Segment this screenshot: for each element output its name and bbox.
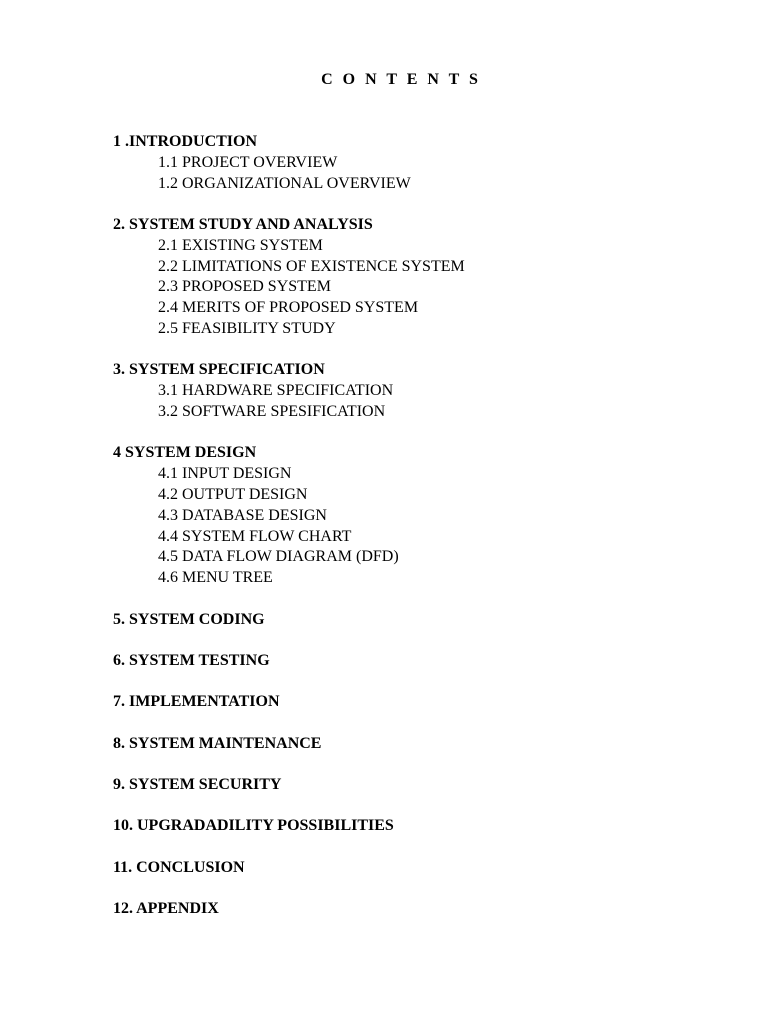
toc-subsection-item: 2.4 MERITS OF PROPOSED SYSTEM (158, 299, 419, 317)
toc-section-heading: 1 .INTRODUCTION (113, 133, 258, 150)
toc-section-heading: 9. SYSTEM SECURITY (113, 776, 282, 794)
page-title: C O N T E N T S (321, 71, 481, 88)
toc-subsection-item: 3.1 HARDWARE SPECIFICATION (158, 382, 394, 400)
toc-section-heading: 4 SYSTEM DESIGN (113, 444, 257, 462)
toc-section-heading: 7. IMPLEMENTATION (113, 693, 280, 711)
toc-subsection-item: 4.6 MENU TREE (158, 569, 273, 587)
toc-section (113, 360, 733, 422)
toc-section (113, 215, 733, 340)
toc-subsection-item: 4.1 INPUT DESIGN (158, 465, 292, 483)
toc-section (113, 899, 733, 920)
toc-subsection-item: 4.5 DATA FLOW DIAGRAM (DFD) (158, 548, 399, 566)
toc-subsection-item: 1.1 PROJECT OVERVIEW (158, 153, 338, 171)
toc-section-heading: 6. SYSTEM TESTING (113, 651, 270, 669)
toc-subsection-item: 4.3 DATABASE DESIGN (158, 506, 327, 524)
toc-section-heading: 11. CONCLUSION (113, 858, 245, 876)
toc-section (113, 443, 733, 589)
toc-subsection-item: 2.2 LIMITATIONS OF EXISTENCE SYSTEM (158, 257, 465, 275)
toc-subsection-item: 2.5 FEASIBILITY STUDY (158, 319, 336, 337)
toc-section-heading: 2. SYSTEM STUDY AND ANALYSIS (113, 215, 373, 233)
toc-section (113, 692, 733, 713)
toc-section (113, 858, 733, 879)
toc-subsection-item: 4.4 SYSTEM FLOW CHART (158, 527, 352, 545)
toc-section (113, 610, 733, 631)
toc-subsection-item: 1.2 ORGANIZATIONAL OVERVIEW (158, 174, 411, 192)
toc-subsection-item: 3.2 SOFTWARE SPESIFICATION (158, 402, 386, 420)
toc-subsection-item: 2.3 PROPOSED SYSTEM (158, 278, 331, 296)
toc-subsection-item: 2.1 EXISTING SYSTEM (158, 236, 323, 254)
toc-section-heading: 10. UPGRADADILITY POSSIBILITIES (113, 817, 394, 835)
toc-section-heading: 12. APPENDIX (113, 900, 219, 918)
toc-section (113, 775, 733, 796)
toc-section (113, 816, 733, 837)
toc-section (113, 132, 733, 194)
toc-section (113, 734, 733, 755)
toc-subsection-item: 4.2 OUTPUT DESIGN (158, 485, 308, 503)
toc-section (113, 651, 733, 672)
table-of-contents (113, 132, 733, 941)
toc-section-heading: 5. SYSTEM CODING (113, 610, 265, 628)
toc-section-heading: 3. SYSTEM SPECIFICATION (113, 361, 325, 379)
toc-section-heading: 8. SYSTEM MAINTENANCE (113, 734, 322, 752)
